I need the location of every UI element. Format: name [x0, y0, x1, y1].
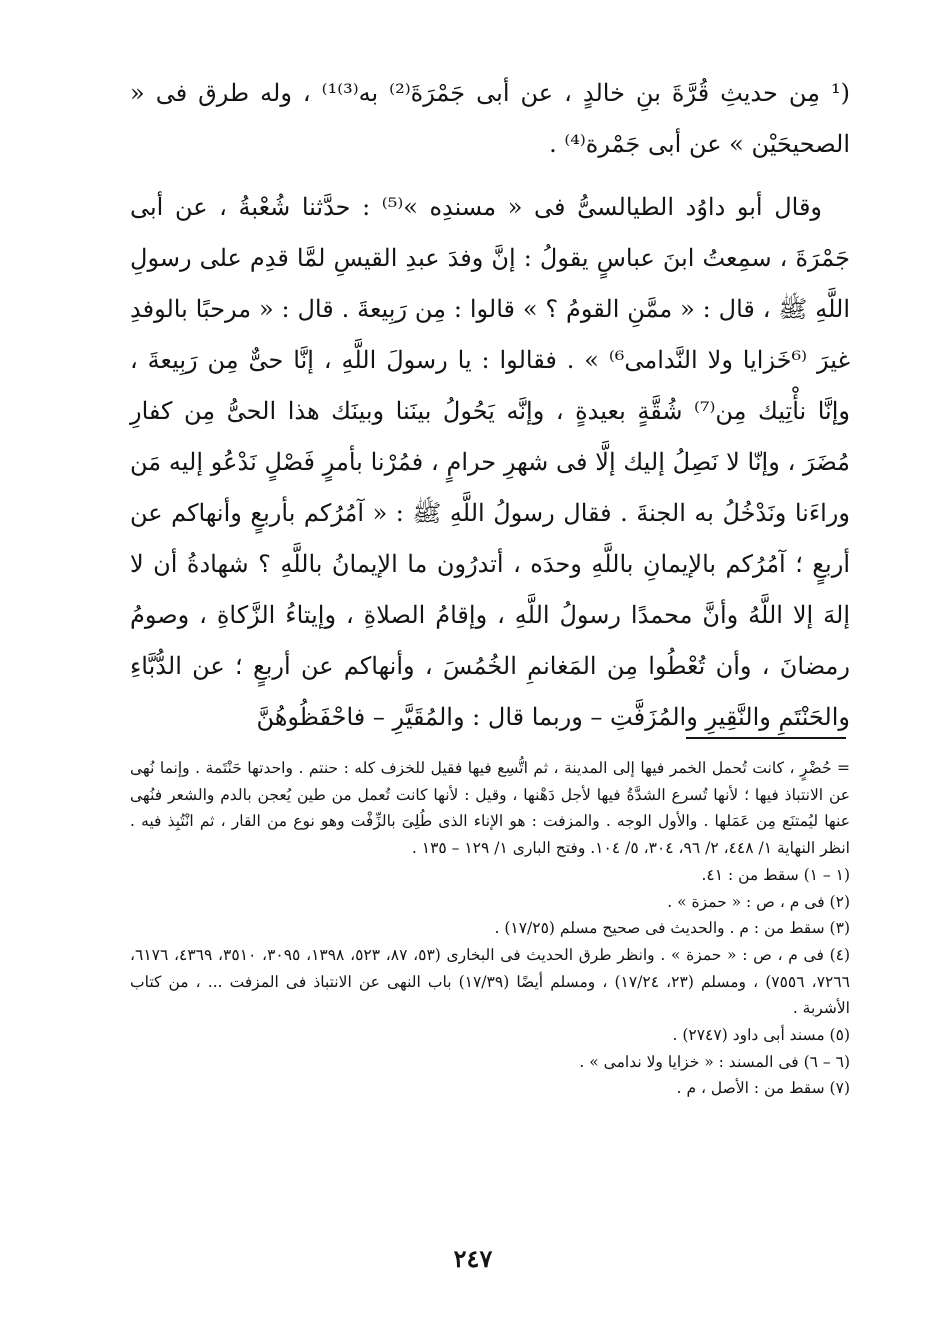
footnote-3: (٣) سقط من : م . والحديث فى صحيح مسلم (١٧/٢٥) .	[494, 919, 850, 938]
footnote-2: (٢) فى م ، ص : « حمزة » .	[667, 892, 850, 911]
intro-paragraph: (¹ مِن حديثِ قُرَّةَ بنِ خالدٍ ، عن أبى جَمْرَةَ⁽²⁾ به⁽³⁾¹⁾ ، وله طرق فى « الصحيحَيْن » عن أبى جَمْرة⁽⁴⁾ .	[130, 79, 851, 158]
page-number: ٢٤٧	[453, 1244, 493, 1273]
footnote-5: (٥) مسند أبى داود (٢٧٤٧) .	[672, 1026, 850, 1045]
footnote-1: (١ – ١) سقط من : ٤١.	[701, 865, 850, 884]
footnotes	[130, 755, 850, 1102]
main-text	[130, 68, 850, 743]
footnote-6: (٦ – ٦) فى المسند : « خزايا ولا ندامى » .	[579, 1052, 850, 1071]
footnote-4: (٤) فى م ، ص : « حمزة » . وانظر طرق الحديث فى البخارى (٥٣، ٨٧، ٥٢٣، ١٣٩٨، ٣٠٩٥، ٣٥١٠، ٤٣٦٩، ٦١٧٦، ٧٢٦٦، ٧٥٥٦) ، ومسلم (٢٣، ١٧/٢٤) ، ومسلم أيضًا (١٧/٣٩) باب النهى عن الانتباذ فى المزفت ... ، من كتاب الأشربة .	[130, 945, 851, 1018]
footnote-separator	[686, 737, 846, 739]
footnote-7: (٧) سقط من : الأصل ، م .	[676, 1079, 850, 1098]
hadith-paragraph: وقال أبو داوُد الطيالسىُّ فى « مسندِه »⁽⁵⁾ : حدَّثنا شُعْبةُ ، عن أبى جَمْرَةَ ، سمِعتُ ابنَ عباسٍ يقولُ : إنَّ وفدَ عبدِ القيسِ لمَّا قدِم على رسولِ اللَّهِ ﷺ ، قال : « ممَّنِ القومُ ؟ » قالوا : مِن رَبِيعةَ . قال : « مرحبًا بالوفدِ غيرَ ⁽⁶خَزايا ولا النَّدامى⁶⁾ » . فقالوا : يا رسولَ اللَّهِ ، إنَّا حىٌّ مِن رَبِيعةَ ، وإنَّا نأْتِيك مِن⁽⁷⁾ شُقَّةٍ بعيدةٍ ، وإنَّه يَحُولُ بينَنا وبينَك هذا الحىُّ مِن كفارِ مُضَرَ ، وإنّا لا نَصِلُ إليك إلَّا فى شهرِ حرامٍ ، فمُرْنا بأمرٍ فَصْلٍ نَدْعُو إليه مَن وراءَنا ونَدْخُلُ به الجنةَ . فقال رسولُ اللَّهِ ﷺ : « آمُرُكم بأربعٍ وأنهاكم عن أربعٍ ؛ آمُرُكم بالإيمانِ باللَّهِ وحدَه ، أتدرُون ما الإيمانُ باللَّهِ ؟ شهادةُ أن لا إلهَ إلا اللَّهُ وأنَّ محمدًا رسولُ اللَّهِ ، وإقامُ الصلاةِ ، وإيتاءُ الزَّكاةِ ، وصومُ رمضانَ ، وأن تُعْطُوا مِن المَغانمِ الخُمُسَ ، وأنهاكم عن أربعٍ ؛ عن الدُّبَّاءِ والحَنْتَمِ والنَّقِيرِ والمُزَفَّتِ – وربما قال : والمُقَيَّرِ – فاحْفَظُوهُنَّ	[130, 193, 851, 731]
footnote-continuation: = حُضْرٍ ، كانت تُحمل الخمر فيها إلى المدينة ، ثم اتُّسِع فيها فقيل للخزف كله : حنتم . واحدتها حَنْتَمة . وإنما نُهى عن الانتباذ فيها ؛ لأنها تُسرع الشدَّةُ فيها لأجل دَهْنها ، وقيل : لأنها كانت تُعمل من طين يُعجن بالدم والشعر فنُهى عنها ليُمتنَع مِن عَمَلها . والأول الوجه . والمزفت : هو الإناء الذى طُلِىَ بالزِّفْت وهو نوع من القار ، ثم انْتُبِذ فيه . انظر النهاية ١/ ٤٤٨، ٢/ ٩٦، ٣٠٤، ٥/ ١٠٤. وفتح البارى ١/ ١٢٩ – ١٣٥ .	[130, 759, 850, 858]
